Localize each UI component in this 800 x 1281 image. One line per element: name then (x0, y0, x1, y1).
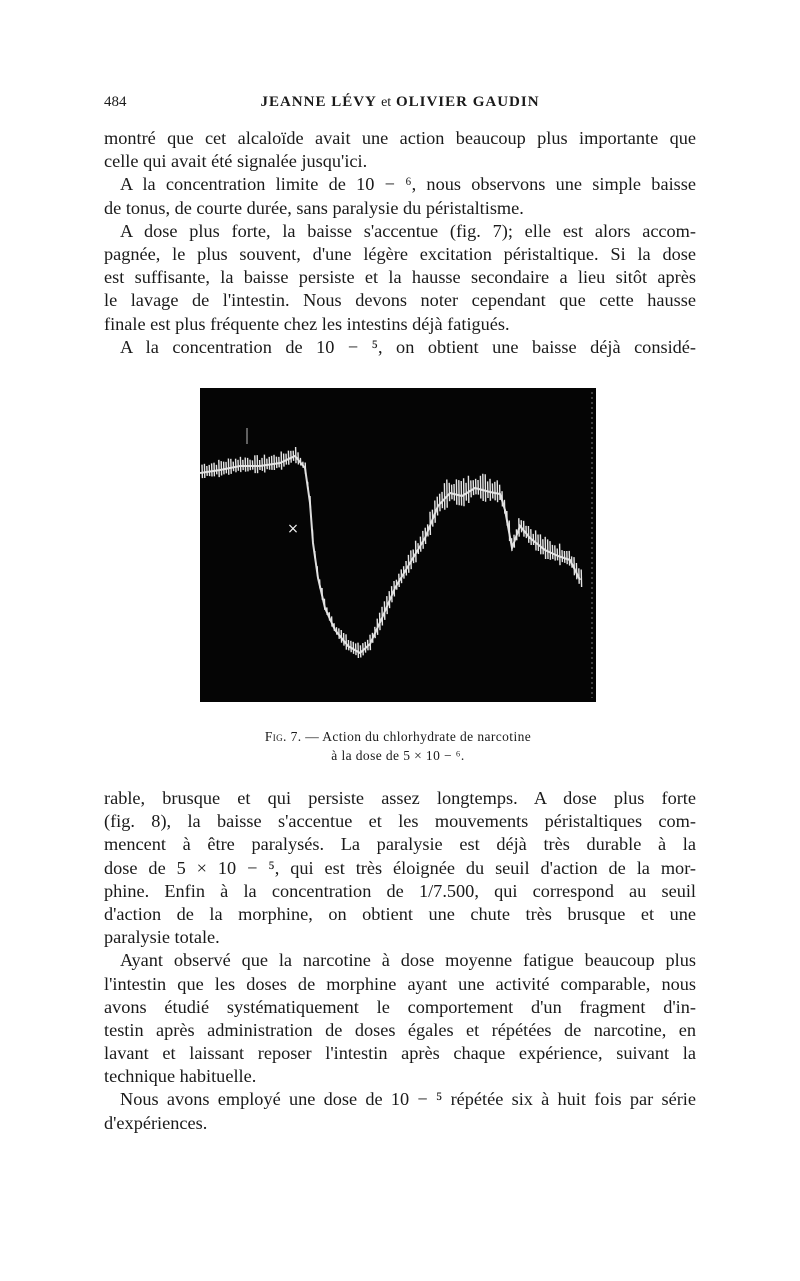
text-line: finale est plus fréquente chez les intestins déjà fatigués. (104, 313, 510, 334)
caption-line-1 (200, 727, 596, 746)
author-jeanne-levy: JEANNE LÉVY (260, 94, 377, 110)
text-line: celle qui avait été signalée jusqu'ici. (104, 151, 368, 172)
figure-kymograph-trace (200, 388, 596, 702)
text-line: paralysie totale. (104, 927, 220, 948)
text-line: Ayant observé que la narcotine à dose moyenne fatigue beaucoup plus (120, 950, 696, 971)
kymograph-svg (200, 388, 596, 702)
page-number: 484 (104, 94, 127, 110)
text-line: pagnée, le plus souvent, d'une légère excitation péristaltique. Si la dose (104, 243, 696, 264)
text-line: rable, brusque et qui persiste assez longtemps. A dose plus forte (104, 788, 696, 808)
text-line: phine. Enfin à la concentration de 1/7.500, qui correspond au seuil (104, 880, 696, 901)
author-conjunction: et (381, 95, 392, 110)
text-line: montré que cet alcaloïde avait une action beaucoup plus importante que (104, 128, 696, 148)
text-line: mencent à être paralysés. La paralysie est déjà très durable à la (104, 834, 696, 855)
text-line: d'expériences. (104, 1112, 208, 1133)
caption-text-2: à la dose de 5 × 10 − ⁶. (331, 748, 465, 763)
text-line: avons étudié systématiquement le comportement d'un fragment d'in- (104, 996, 696, 1017)
text-line: A la concentration de 10 − ⁵, on obtient une baisse déjà considé- (120, 336, 696, 357)
paragraph-block-bottom (104, 787, 696, 1135)
text-line: testin après administration de doses égales et répétées de narcotine, en (104, 1019, 696, 1040)
text-line: A la concentration limite de 10 − ⁶, nous observons une simple baisse (120, 174, 696, 195)
text-line: l'intestin que les doses de morphine ayant une activité comparable, nous (104, 973, 696, 994)
running-header (104, 94, 696, 118)
text-line: est suffisante, la baisse persiste et la hausse secondaire a lieu sitôt après (104, 267, 696, 288)
text-line: A dose plus forte, la baisse s'accentue (fig. 7); elle est alors accom- (120, 220, 696, 241)
text-line: d'action de la morphine, on obtient une chute très brusque et une (104, 903, 696, 924)
running-head-authors (104, 94, 696, 111)
caption-text-1: — Action du chlorhydrate de narcotine (301, 729, 532, 744)
text-line: dose de 5 × 10 − ⁵, qui est très éloignée du seuil d'action de la mor- (104, 857, 696, 878)
text-line: Nous avons employé une dose de 10 − ⁵ répétée six à huit fois par série (120, 1089, 696, 1110)
figure-caption (200, 727, 596, 765)
text-line: technique habituelle. (104, 1066, 257, 1087)
paragraph-block-top (104, 127, 696, 359)
injection-marker: × (287, 521, 299, 537)
text-line: le lavage de l'intestin. Nous devons noter cependant que cette hausse (104, 290, 696, 311)
author-olivier-gaudin: OLIVIER GAUDIN (395, 94, 540, 110)
figure-label: Fig. 7. (264, 729, 302, 744)
text-line: lavant et laissant reposer l'intestin après chaque expérience, suivant la (104, 1043, 696, 1064)
text-line: de tonus, de courte durée, sans paralysie du péristaltisme. (104, 197, 524, 218)
text-line: (fig. 8), la baisse s'accentue et les mouvements péristaltiques com- (104, 811, 696, 832)
